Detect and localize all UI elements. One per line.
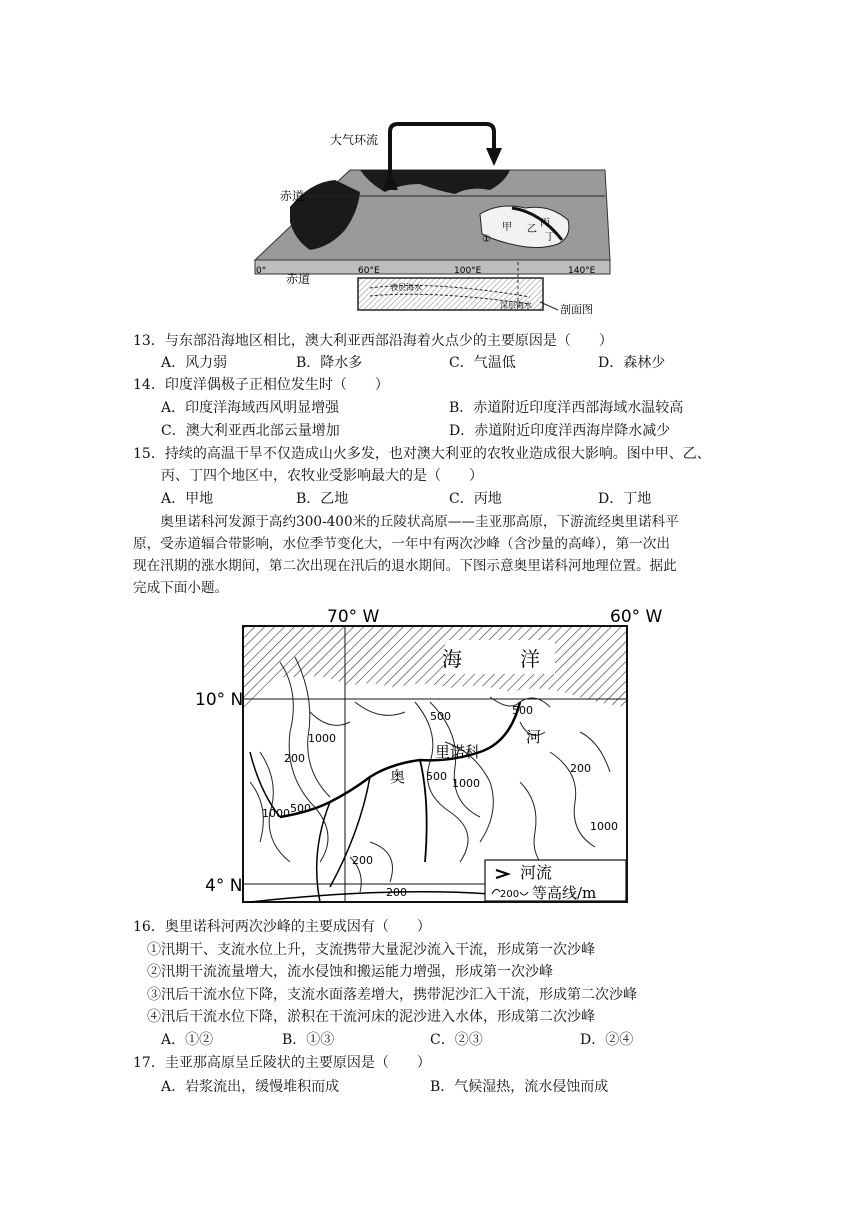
lon-60w-label: 60° W [610,607,663,627]
contour-500-b: 500 [512,704,533,717]
q16-option-b[interactable]: B．①③ [282,1032,335,1048]
river-name-2: 里诺科 [435,743,481,761]
legend-river-label: 河流 [520,863,553,882]
contour-1000-b: 1000 [452,777,480,790]
q15-stem-line1: 15．持续的高温干旱不仅造成山火多发，也对澳大利亚的农牧业造成很大影响。图中甲、乙、 [133,446,711,462]
atmo-circulation-label: 大气环流 [330,133,379,147]
region-ding-label: 丁 [545,232,555,243]
q13-stem: 13．与东部沿海地区相比，澳大利亚西部沿海着火点少的主要原因是（ ） [133,333,613,349]
equator-label-top: 赤道 [280,189,305,203]
contour-200-a: 200 [284,752,305,765]
q15-option-b[interactable]: B．乙地 [296,491,349,507]
q17-option-a[interactable]: A．岩浆流出，缓慢堆积而成 [161,1079,340,1095]
deep-water-label: 深层海水 [500,301,532,310]
region-yi-label: 乙 [527,224,537,235]
lon-100e-label: 100°E [454,266,482,276]
q16-statement-2: ②汛期干流流量增大，流水侵蚀和搬运能力增强，形成第一次沙峰 [147,964,553,980]
q15-stem-line2: 丙、丁四个地区中，农牧业受影响最大的是（ ） [161,468,483,484]
orinoco-contour-map [190,602,670,908]
q17-stem: 17．圭亚那高原呈丘陵状的主要原因是（ ） [133,1055,431,1071]
contour-1000-c: 1000 [262,807,290,820]
lon-0-label: 0° [256,266,267,276]
contour-200-b: 200 [570,762,591,775]
passage-line1: 奥里诺科河发源于高约300-400米的丘陵状高原——圭亚那高原，下游流经奥里诺科平 [133,514,679,530]
q16-statement-1: ①汛期干、支流水位上升，支流携带大量泥沙流入干流，形成第一次沙峰 [147,942,595,958]
sea-label-2: 洋 [520,647,540,671]
river-name-3: 河 [526,728,542,746]
contour-200-d: 200 [386,886,407,899]
section-label: 剖面图 [560,303,593,316]
contour-200-c: 200 [352,854,373,867]
contour-1000-a: 1000 [308,732,336,745]
q17-option-b[interactable]: B．气候湿热，流水侵蚀而成 [430,1079,609,1095]
sea-label-1: 海 [442,647,462,671]
q16-statement-4: ④汛后干流水位下降，淤积在干流河床的泥沙进入水体，形成第二次沙峰 [147,1009,595,1025]
q14-option-d[interactable]: D．赤道附近印度洋西海岸降水减少 [449,423,671,439]
q14-option-a[interactable]: A．印度洋海域西风明显增强 [161,400,340,416]
passage-line4: 完成下面小题。 [133,580,229,596]
region-jia-label: 甲 [502,222,512,233]
q13-option-a[interactable]: A．风力弱 [161,355,228,371]
river-name-1: 奥 [390,768,406,786]
contour-500-c: 500 [426,770,447,783]
contour-500-a: 500 [430,710,451,723]
q14-stem: 14．印度洋偶极子正相位发生时（ ） [133,377,389,393]
lat-4n-label: 4° N [205,876,243,896]
q15-option-d[interactable]: D．丁地 [598,491,652,507]
legend-contour-label: 等高线/m [532,884,597,902]
q16-option-d[interactable]: D．②④ [580,1032,634,1048]
legend-contour-number: 200 [500,889,520,900]
q16-option-c[interactable]: C．②③ [430,1032,483,1048]
contour-500-d: 500 [290,802,311,815]
passage-line3: 现在汛期的涨水期间，第二次出现在汛后的退水期间。下图示意奥里诺科河地理位置。据此 [133,558,677,574]
marker-1-label: ① [482,234,491,245]
q14-option-b[interactable]: B．赤道附近印度洋西部海域水温较高 [449,400,684,416]
lat-10n-label: 10° N [195,690,244,710]
passage-line2: 原，受赤道辐合带影响，水位季节变化大，一年中有两次沙峰（含沙量的高峰），第一次出 [133,536,670,552]
q13-option-c[interactable]: C．气温低 [449,355,516,371]
q16-option-a[interactable]: A．①② [161,1032,214,1048]
q15-option-c[interactable]: C．丙地 [449,491,502,507]
q16-statement-3: ③汛后干流水位下降，支流水面落差增大，携带泥沙汇入干流，形成第二次沙峰 [147,987,637,1003]
lon-140e-label: 140°E [568,266,596,276]
surface-water-label: 表层海水 [390,283,422,292]
contour-1000-d: 1000 [590,820,618,833]
indian-ocean-dipole-figure [250,112,620,322]
q13-option-d[interactable]: D．森林少 [598,355,666,371]
q13-option-b[interactable]: B．降水多 [296,355,363,371]
q14-option-c[interactable]: C．澳大利亚西北部云量增加 [161,423,340,439]
q15-option-a[interactable]: A．甲地 [161,491,214,507]
lon-60e-label: 60°E [358,266,380,276]
region-bing-label: 丙 [540,218,550,229]
lon-70w-label: 70° W [327,607,380,627]
equator-label-bottom: 赤道 [286,272,311,286]
q16-stem: 16．奥里诺科河两次沙峰的主要成因有（ ） [133,919,431,935]
